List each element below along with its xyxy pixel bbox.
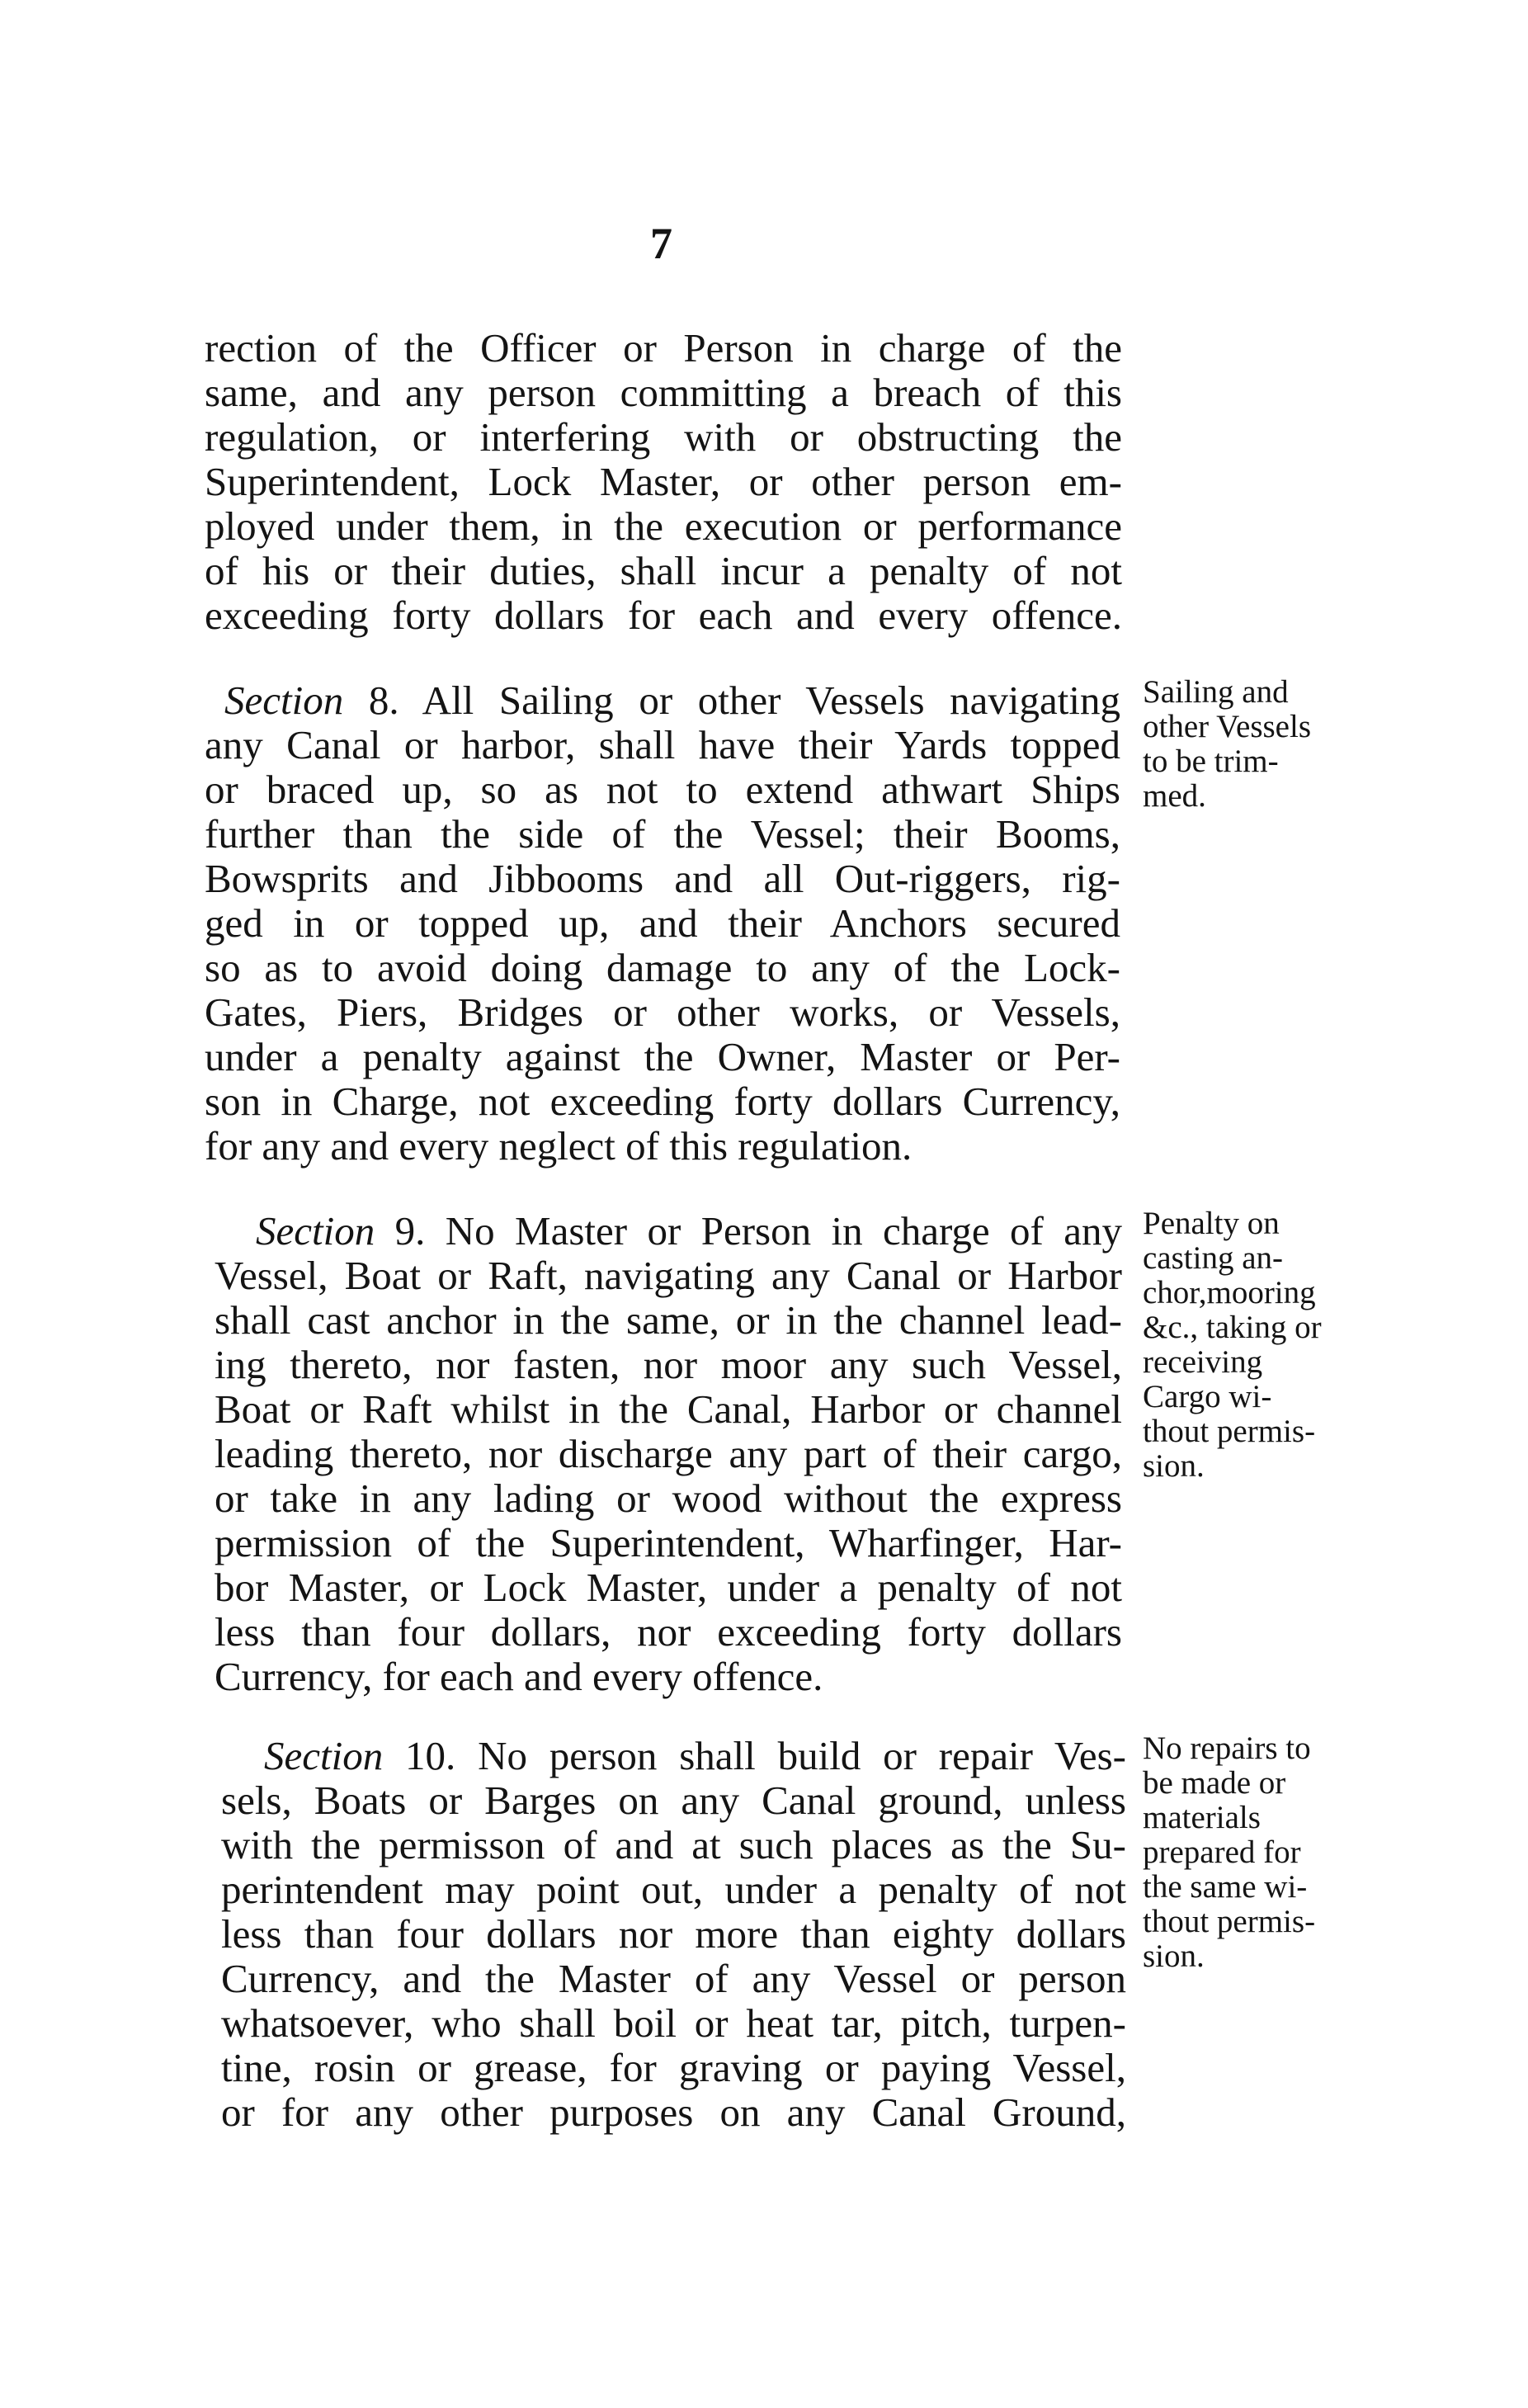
text-line: Superintendent, Lock Master, or other person em- — [205, 459, 1122, 504]
margin-note-line: &c., taking or — [1143, 1310, 1322, 1345]
text-line: whatsoever, who shall boil or heat tar, pitch, turpen- — [221, 2000, 1126, 2046]
page-number: 7 — [650, 219, 672, 268]
text-line: for any and every neglect of this regulation. — [205, 1123, 913, 1169]
text-line: or for any other purposes on any Canal Ground, — [221, 2089, 1126, 2135]
margin-note-line: Cargo wi- — [1143, 1379, 1272, 1414]
text-line: Bowsprits and Jibbooms and all Out-riggers, rig- — [205, 856, 1120, 901]
text-line: Gates, Piers, Bridges or other works, or Vessels, — [205, 989, 1120, 1035]
margin-note-line: be made or — [1143, 1765, 1286, 1801]
margin-note-line: casting an- — [1143, 1240, 1284, 1276]
margin-note-line: chor,mooring — [1143, 1275, 1316, 1310]
section-label: Section — [256, 1208, 375, 1254]
text-line: or braced up, so as not to extend athwart Ships — [205, 767, 1120, 812]
margin-note-line: other Vessels — [1143, 709, 1312, 744]
text-line: under a penalty against the Owner, Master or Per- — [205, 1034, 1120, 1079]
text-line: regulation, or interfering with or obstructing the — [205, 414, 1122, 460]
margin-note-line: thout permis- — [1143, 1414, 1316, 1449]
text-line: sels, Boats or Barges on any Canal ground, unless — [221, 1778, 1126, 1823]
section-label: Section — [224, 678, 344, 723]
text-line: bor Master, or Lock Master, under a penalty of not — [215, 1565, 1122, 1610]
text-line: further than the side of the Vessel; their Booms, — [205, 811, 1120, 857]
text-line: so as to avoid doing damage to any of the Lock- — [205, 945, 1120, 990]
margin-note-line: sion. — [1143, 1938, 1205, 1974]
text-line: ing thereto, nor fasten, nor moor any such Vessel, — [215, 1342, 1122, 1387]
margin-note-line: prepared for — [1143, 1834, 1301, 1870]
section-9-first-text: 9. No Master or Person in charge of any — [394, 1208, 1122, 1254]
margin-note-line: med. — [1143, 778, 1206, 814]
text-line: Currency, and the Master of any Vessel or person — [221, 1956, 1126, 2001]
text-line: Boat or Raft whilst in the Canal, Harbor or channel — [215, 1386, 1122, 1432]
text-line: shall cast anchor in the same, or in the channel lead- — [215, 1297, 1122, 1343]
text-line: tine, rosin or grease, for graving or paying Vessel, — [221, 2045, 1126, 2090]
section-9-first-line — [256, 1209, 1122, 1254]
text-line: less than four dollars nor more than eighty dollars — [221, 1911, 1126, 1957]
section-10-first-text: 10. No person shall build or repair Ves- — [405, 1733, 1127, 1778]
text-line: Currency, for each and every offence. — [215, 1654, 823, 1699]
text-line: same, and any person committing a breach of this — [205, 370, 1122, 415]
section-8-first-line — [224, 678, 1120, 723]
margin-note-line: Sailing and — [1143, 674, 1289, 710]
text-line: leading thereto, nor discharge any part of their cargo, — [215, 1431, 1122, 1476]
text-line: or take in any lading or wood without the express — [215, 1475, 1122, 1521]
margin-note-line: receiving — [1143, 1344, 1263, 1380]
text-line: any Canal or harbor, shall have their Yards topped — [205, 722, 1120, 767]
section-10-first-line — [264, 1734, 1126, 1778]
text-line: exceeding forty dollars for each and every offence. — [205, 593, 1122, 638]
text-line: permission of the Superintendent, Wharfinger, Har- — [215, 1520, 1122, 1565]
text-line: of his or their duties, shall incur a penalty of not — [205, 548, 1122, 593]
margin-note-line: thout permis- — [1143, 1904, 1316, 1939]
section-8-first-text: 8. All Sailing or other Vessels navigating — [368, 678, 1120, 723]
margin-note-line: Penalty on — [1143, 1206, 1280, 1241]
text-line: ged in or topped up, and their Anchors secured — [205, 900, 1120, 946]
text-line: ployed under them, in the execution or performance — [205, 503, 1122, 549]
margin-note-line: sion. — [1143, 1448, 1205, 1484]
text-line: son in Charge, not exceeding forty dollars Currency, — [205, 1079, 1120, 1124]
margin-note-line: No repairs to — [1143, 1730, 1311, 1766]
margin-note-line: materials — [1143, 1800, 1261, 1835]
section-label: Section — [264, 1733, 384, 1778]
text-line: rection of the Officer or Person in charge of the — [205, 325, 1122, 371]
text-line: perintendent may point out, under a penalty of not — [221, 1867, 1126, 1912]
margin-note-line: to be trim- — [1143, 744, 1279, 779]
margin-note-line: the same wi- — [1143, 1869, 1308, 1905]
text-line: Vessel, Boat or Raft, navigating any Canal or Harbor — [215, 1253, 1122, 1298]
text-line: less than four dollars, nor exceeding forty dollars — [215, 1609, 1122, 1655]
text-line: with the permisson of and at such places as the Su- — [221, 1822, 1126, 1867]
